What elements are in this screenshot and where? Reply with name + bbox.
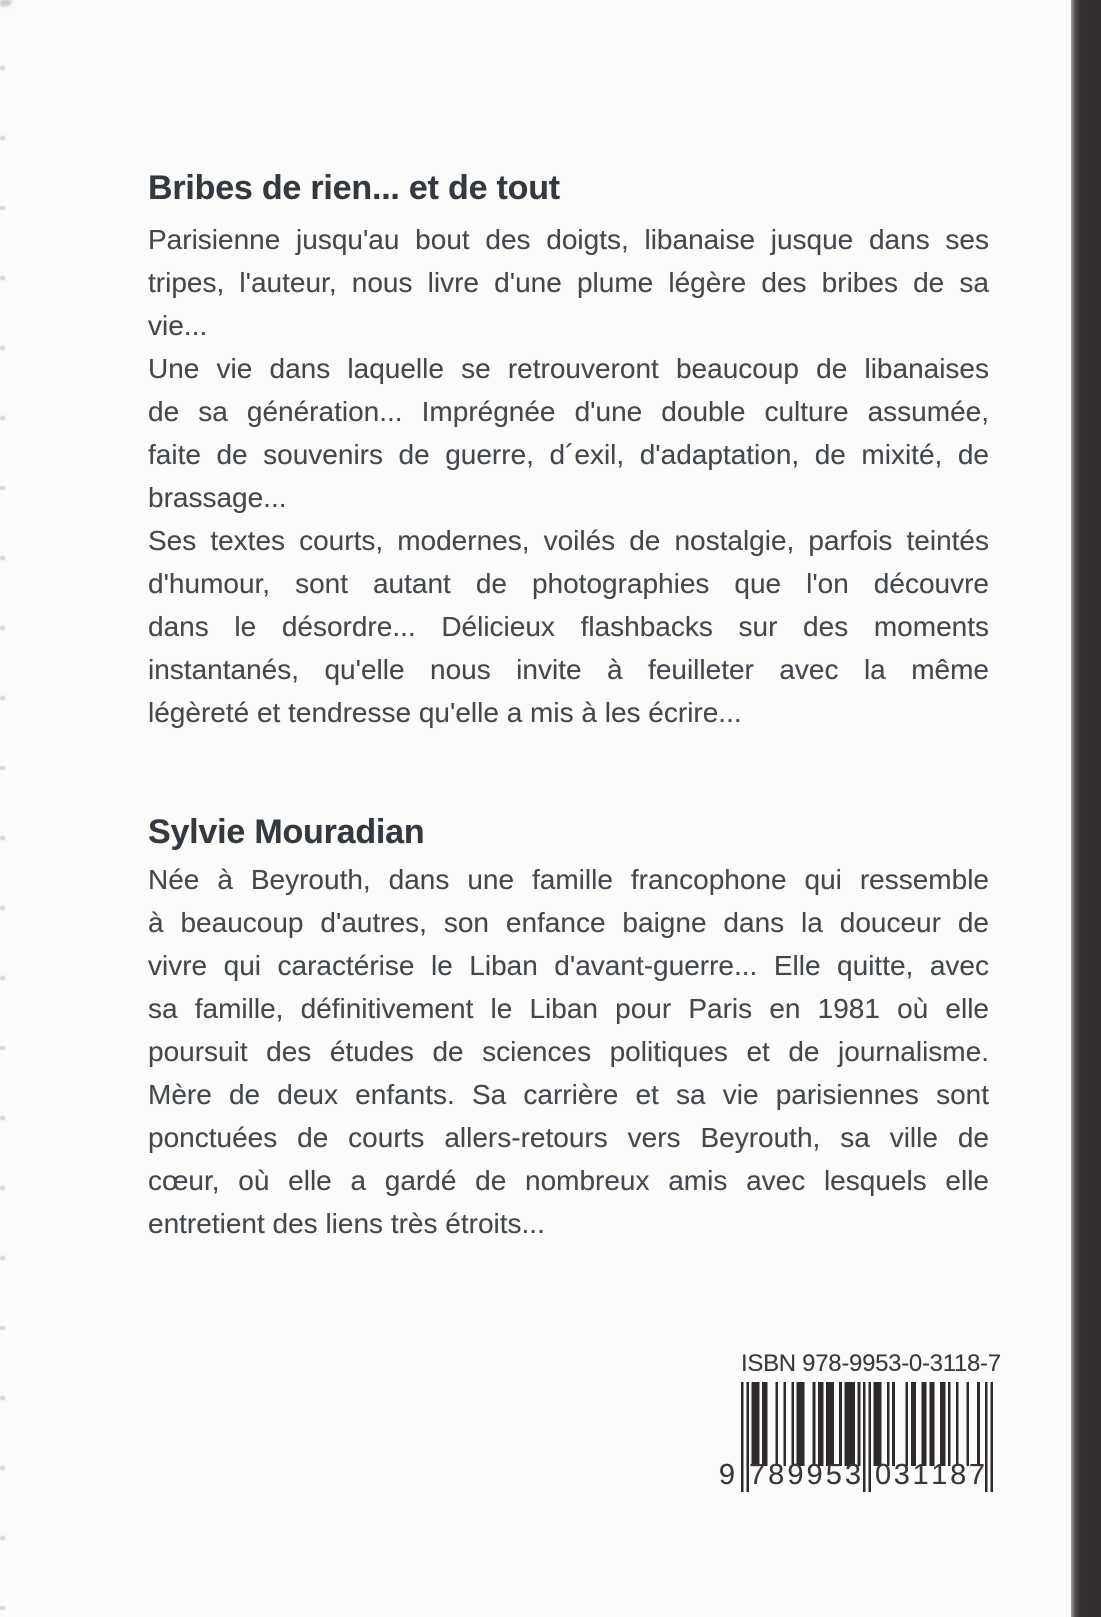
text-line: de sa génération... Imprégnée d'une double culture assumée, — [148, 396, 989, 427]
barcode-digit: 1 — [912, 1459, 929, 1491]
author-bio — [148, 858, 989, 1245]
barcode-digit: 9 — [718, 1459, 735, 1491]
barcode-digit: 9 — [787, 1459, 804, 1491]
text-line: Parisienne jusqu'au bout des doigts, libanaise jusque dans ses — [148, 224, 989, 255]
isbn-barcode-block — [718, 1350, 1001, 1492]
text-line: vivre qui caractérise le Liban d'avant-guerre... Elle quitte, avec — [148, 950, 989, 981]
text-line: entretient des liens très étroits... — [148, 1208, 545, 1239]
text-line: d'humour, sont autant de photographies que l'on découvre — [148, 568, 989, 599]
text-line: tripes, l'auteur, nous livre d'une plume légère des bribes de sa — [148, 267, 989, 298]
text-line: Une vie dans laquelle se retrouveront beaucoup de libanaises — [148, 353, 989, 384]
barcode-digit: 9 — [806, 1459, 823, 1491]
scan-artifact-left-edge — [0, 0, 5, 1617]
text-line: Ses textes courts, modernes, voilés de nostalgie, parfois teintés — [148, 525, 989, 556]
barcode-digit-first — [707, 1458, 735, 1492]
text-line: légèreté et tendresse qu'elle a mis à les écrire... — [148, 697, 742, 728]
barcode-digit: 3 — [893, 1459, 910, 1491]
synopsis-paragraph — [148, 347, 989, 519]
text-line: instantanés, qu'elle nous invite à feuilleter avec la même — [148, 654, 989, 685]
book-title: Bribes de rien... et de tout — [148, 169, 560, 207]
text-line: sa famille, définitivement le Liban pour Paris en 1981 où elle — [148, 993, 989, 1024]
text-line: cœur, où elle a gardé de nombreux amis avec lesquels elle — [148, 1165, 989, 1196]
barcode-digit: 3 — [844, 1459, 861, 1491]
barcode-digit: 0 — [875, 1459, 892, 1491]
barcode-digit: 7 — [749, 1459, 766, 1491]
author-section — [148, 810, 989, 1245]
text-line: à beaucoup d'autres, son enfance baigne dans la douceur de — [148, 907, 989, 938]
text-line: vie... — [148, 310, 208, 341]
book-spine-edge — [1071, 0, 1101, 1617]
barcode-digit: 8 — [950, 1459, 967, 1491]
barcode-digits-right — [875, 1458, 985, 1492]
scan-artifact-corner — [0, 0, 12, 6]
barcode-digit: 8 — [768, 1459, 785, 1491]
synopsis-section — [148, 166, 989, 734]
isbn-label: ISBN 978-9953-0-3118-7 — [741, 1350, 1001, 1377]
text-line: Mère de deux enfants. Sa carrière et sa vie parisiennes sont — [148, 1079, 989, 1110]
author-name: Sylvie Mouradian — [148, 813, 425, 851]
barcode-digit: 5 — [825, 1459, 842, 1491]
synopsis-paragraph — [148, 218, 989, 347]
text-line: faite de souvenirs de guerre, d´exil, d'adaptation, de mixité, de — [148, 439, 989, 470]
barcode-digit: 1 — [931, 1459, 948, 1491]
text-line: Née à Beyrouth, dans une famille francophone qui ressemble — [148, 864, 989, 895]
text-line: poursuit des études de sciences politiques et de journalisme. — [148, 1036, 989, 1067]
text-line: ponctuées de courts allers-retours vers Beyrouth, sa ville de — [148, 1122, 989, 1153]
text-line: brassage... — [148, 482, 287, 513]
text-line: dans le désordre... Délicieux flashbacks sur des moments — [148, 611, 989, 642]
synopsis-paragraph — [148, 519, 989, 734]
barcode-digit: 7 — [968, 1459, 985, 1491]
ean13-barcode — [718, 1382, 993, 1492]
barcode-digits-left — [749, 1458, 861, 1492]
